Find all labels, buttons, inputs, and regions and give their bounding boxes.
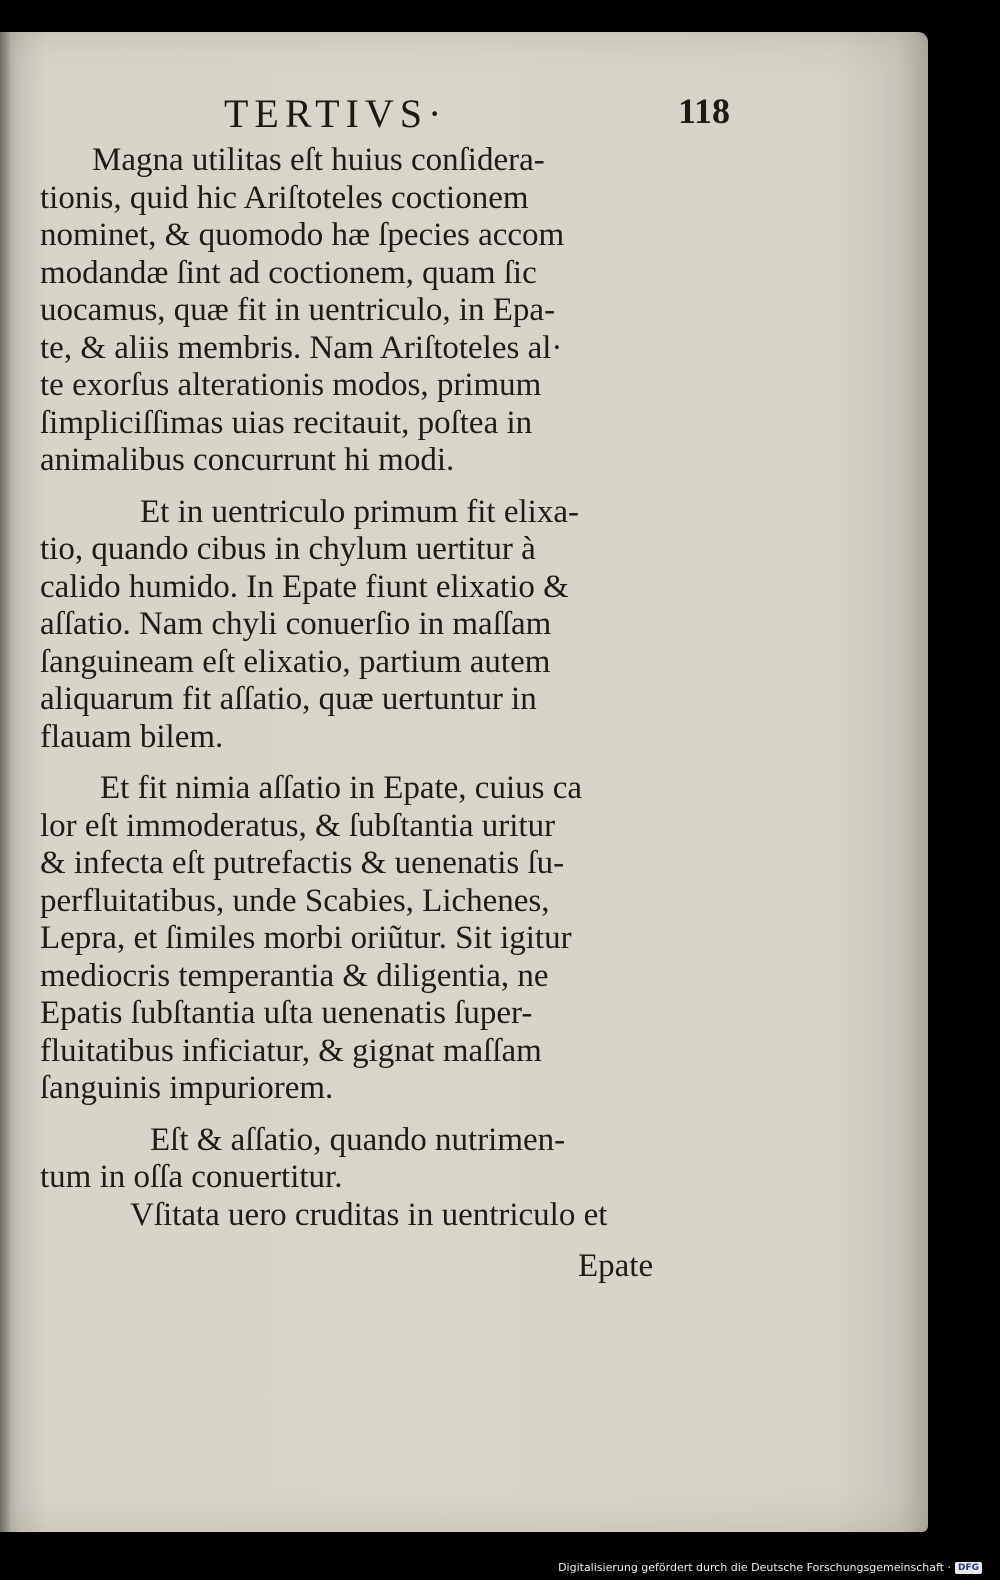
running-head: TERTIVS· [224,91,448,136]
text-line: te exorſus alterationis modos, primum [40,367,542,403]
page-gutter-edge [0,32,10,1532]
paragraph-2 [40,494,680,757]
catchword: Epate [578,1248,654,1284]
text-line: aliquarum fit aſſatio, quæ uertuntur in [40,681,537,717]
text-line: Eſt & aſſatio, quando nutrimen- [150,1121,566,1158]
text-line: uocamus, quæ fit in uentriculo, in Epa- [40,292,556,328]
text-line: flauam bilem. [40,718,224,755]
text-line: & infecta eſt putrefactis & uenenatis ſu- [40,845,565,881]
credit-text: Digitalisierung gefördert durch die Deutsche Forschungsgemeinschaft · [558,1561,951,1574]
body-text [40,142,680,1234]
paragraph-1 [40,142,680,480]
text-line: tionis, quid hic Ariſtoteles coctionem [40,179,529,216]
text-line: calido humido. In Epate fiunt elixatio & [40,568,569,605]
text-line: Et in uentriculo primum fit elixa- [140,493,579,530]
text-line: nominet, & quomodo hæ ſpecies accom [40,217,565,253]
text-line: Lepra, et ſimiles morbi oriũtur. Sit igitur [40,920,572,956]
text-line: ſimpliciſſimas uias recitauit, poſtea in [40,404,533,441]
dfg-logo: DFG [955,1562,982,1574]
text-line: ſanguinis impuriorem. [40,1070,334,1106]
text-line: Et fit nimia aſſatio in Epate, cuius ca [100,770,583,806]
text-line: lor eſt immoderatus, & ſubſtantia uritur [40,807,556,844]
text-line: ſanguineam eſt elixatio, partium autem [40,643,551,680]
text-line: tum in oſſa conuertitur. [40,1159,343,1195]
digitization-credit [558,1561,982,1574]
text-line: te, & aliis membris. Nam Ariſtoteles al· [40,329,563,366]
text-line: aſſatio. Nam chyli conuerſio in maſſam [40,606,552,642]
text-line: Magna utilitas eſt huius conſidera- [92,142,545,178]
paragraph-4 [40,1122,680,1197]
page-number: 118 [678,91,731,131]
text-line: animalibus concurrunt hi modi. [40,442,455,478]
text-line: modandæ ſint ad coctionem, quam ſic [40,254,537,291]
text-line: tio, quando cibus in chylum uertitur à [40,531,536,567]
text-line: perfluitatibus, unde Scabies, Lichenes, [40,882,550,919]
text-line: Epatis ſubſtantia uſta uenenatis ſuper- [40,995,533,1031]
text-line: Vſitata uero cruditas in uentriculo et [130,1196,608,1233]
text-line: fluitatibus inficiatur, & gignat maſſam [40,1032,542,1069]
text-line: mediocris temperantia & diligentia, ne [40,957,549,994]
paragraph-5 [40,1197,680,1235]
paragraph-3 [40,770,680,1108]
